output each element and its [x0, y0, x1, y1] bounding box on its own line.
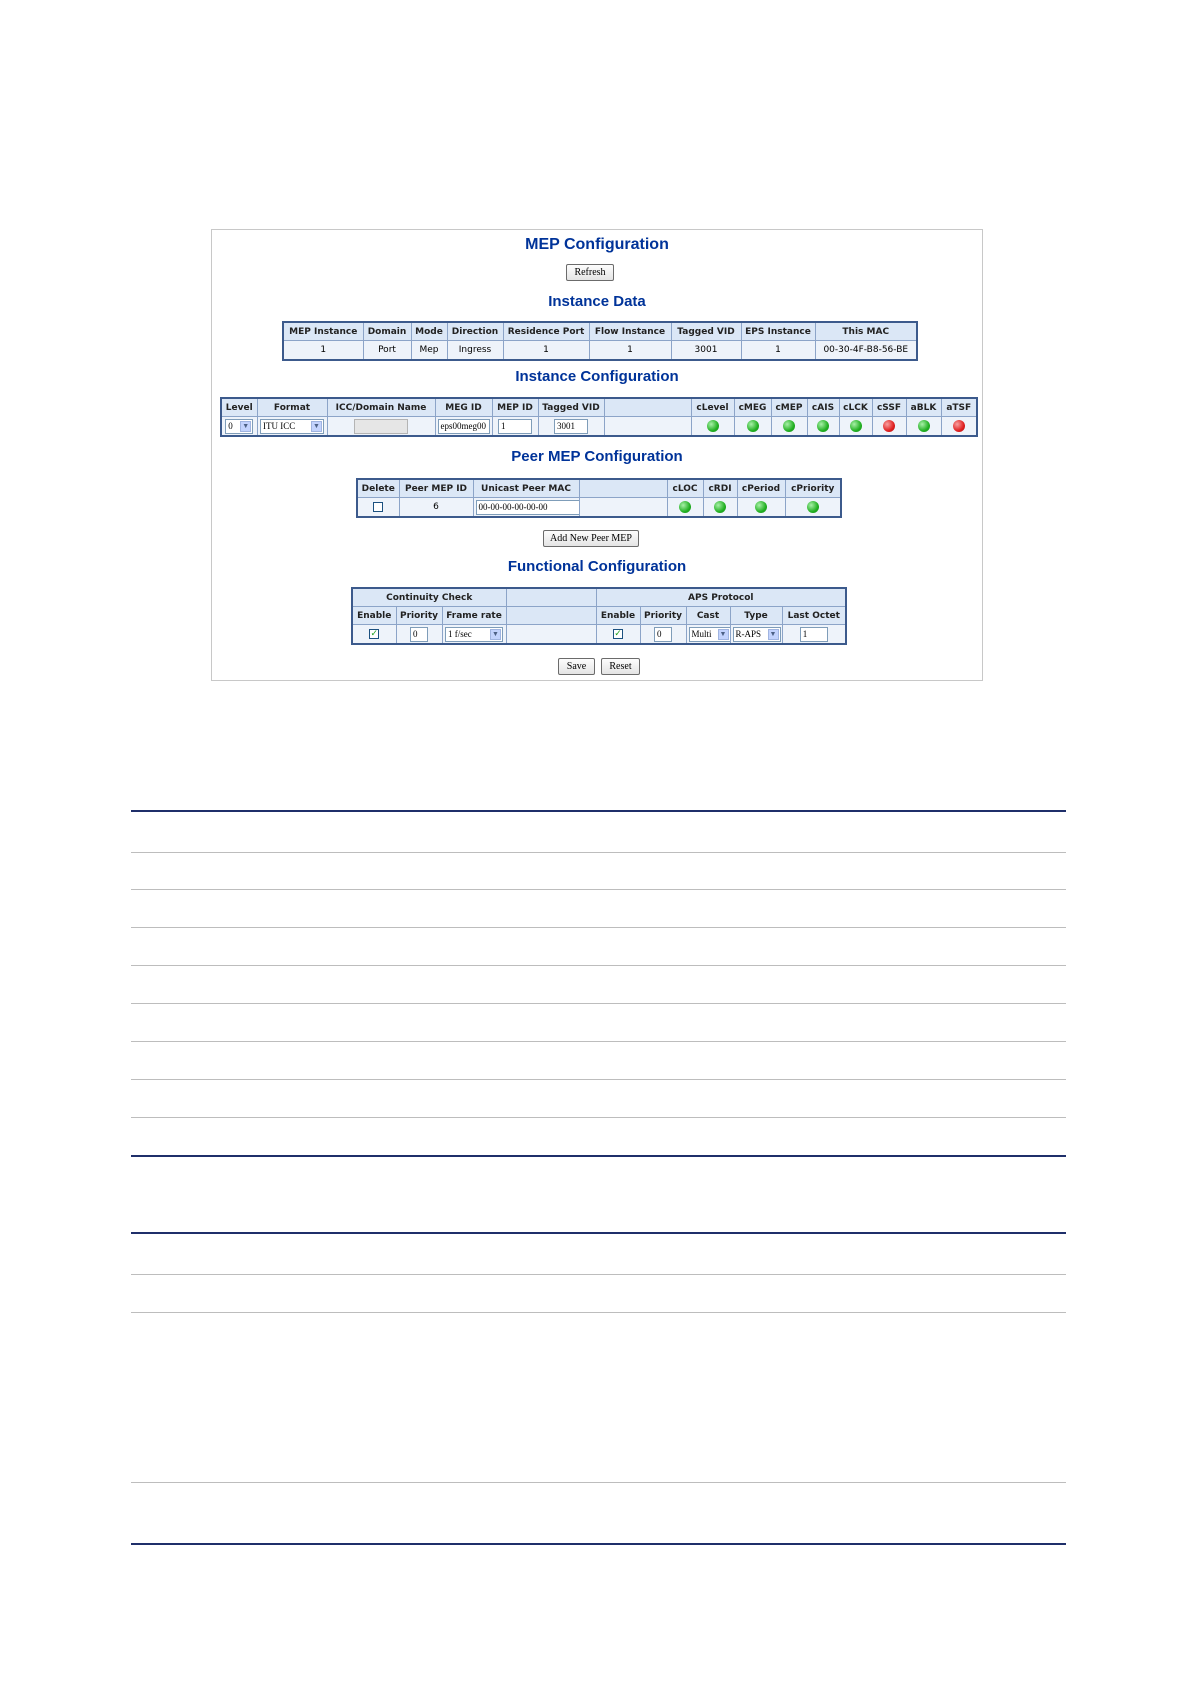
header-tagged-vid: Tagged VID: [671, 322, 741, 341]
header-residence-port: Residence Port: [503, 322, 589, 341]
mep-id-cell: [492, 417, 538, 437]
aps-enable-cell: [596, 625, 640, 645]
cmep-cell: [771, 417, 807, 437]
icc-domain-cell: [327, 417, 435, 437]
status-indicator-icon: [755, 501, 767, 513]
frame-rate-select[interactable]: [445, 627, 503, 642]
header-blank: [506, 607, 596, 625]
header-cmep: cMEP: [771, 398, 807, 417]
status-indicator-icon: [918, 420, 930, 432]
mep-configuration-title: MEP Configuration: [525, 236, 669, 253]
delete-cell: [357, 498, 399, 518]
type-cell: [730, 625, 782, 645]
add-new-peer-mep-button[interactable]: Add New Peer MEP: [543, 530, 639, 547]
chevron-down-icon: ▼: [718, 629, 729, 640]
header-cc-priority: Priority: [396, 607, 442, 625]
cmeg-cell: [734, 417, 771, 437]
cc-enable-cell: [352, 625, 396, 645]
table-row-divider: [131, 1079, 1066, 1080]
chevron-down-icon: ▼: [490, 629, 501, 640]
header-last-octet: Last Octet: [782, 607, 846, 625]
table-row-divider: [131, 852, 1066, 853]
header-aps-enable: Enable: [596, 607, 640, 625]
cssf-cell: [872, 417, 906, 437]
table-row-divider: [131, 1482, 1066, 1483]
table-row-divider: [131, 1274, 1066, 1275]
header-meg-id: MEG ID: [435, 398, 492, 417]
frame-rate-cell: [442, 625, 506, 645]
cais-cell: [807, 417, 839, 437]
header-flow-instance: Flow Instance: [589, 322, 671, 341]
header-atsf: aTSF: [941, 398, 977, 417]
cast-cell: [686, 625, 730, 645]
reset-button[interactable]: Reset: [601, 658, 640, 675]
header-clck: cLCK: [839, 398, 872, 417]
header-aps-protocol: APS Protocol: [596, 588, 846, 607]
peer-mep-configuration-title: Peer MEP Configuration: [511, 448, 683, 465]
header-cais: cAIS: [807, 398, 839, 417]
header-blank: [604, 398, 691, 417]
table-row-divider: [131, 1041, 1066, 1042]
instance-configuration-title: Instance Configuration: [515, 368, 679, 385]
table-row-divider: [131, 889, 1066, 890]
header-type: Type: [730, 607, 782, 625]
chevron-down-icon: ▼: [768, 629, 779, 640]
header-continuity-check: Continuity Check: [352, 588, 506, 607]
header-level: Level: [221, 398, 257, 417]
mep-id-input[interactable]: 1: [498, 419, 532, 434]
header-icc-domain-name: ICC/Domain Name: [327, 398, 435, 417]
status-indicator-icon: [747, 420, 759, 432]
tagged-vid-input[interactable]: 3001: [554, 419, 588, 434]
header-peer-mep-id: Peer MEP ID: [399, 479, 473, 498]
header-clevel: cLevel: [691, 398, 734, 417]
header-frame-rate: Frame rate: [442, 607, 506, 625]
header-ablk: aBLK: [906, 398, 941, 417]
tagged-vid-cell: [538, 417, 604, 437]
chevron-down-icon: ▼: [311, 421, 322, 432]
status-indicator-icon: [883, 420, 895, 432]
header-aps-priority: Priority: [640, 607, 686, 625]
header-cloc: cLOC: [667, 479, 703, 498]
table-top-rule: [131, 810, 1066, 812]
type-value: R-APS: [735, 628, 762, 639]
header-eps-instance: EPS Instance: [741, 322, 815, 341]
header-direction: Direction: [447, 322, 503, 341]
ablk-cell: [906, 417, 941, 437]
header-crdi: cRDI: [703, 479, 737, 498]
header-cc-enable: Enable: [352, 607, 396, 625]
table-bottom-rule: [131, 1543, 1066, 1545]
blank-cell: [506, 625, 596, 645]
aps-priority-cell: [640, 625, 686, 645]
status-indicator-icon: [707, 420, 719, 432]
status-indicator-icon: [679, 501, 691, 513]
table-row-divider: [131, 1312, 1066, 1313]
type-select[interactable]: [733, 627, 781, 642]
cell-eps-instance: 1: [741, 341, 815, 361]
header-cssf: cSSF: [872, 398, 906, 417]
header-cmeg: cMEG: [734, 398, 771, 417]
cell-domain: Port: [363, 341, 411, 361]
aps-priority-input[interactable]: 0: [654, 627, 672, 642]
cell-mode: Mep: [411, 341, 447, 361]
delete-checkbox[interactable]: [373, 502, 383, 512]
header-delete: Delete: [357, 479, 399, 498]
cc-priority-input[interactable]: 0: [410, 627, 428, 642]
last-octet-cell: [782, 625, 846, 645]
instance-configuration-table: [220, 397, 978, 437]
instance-data-table: [282, 321, 918, 361]
table-row: [283, 341, 917, 361]
status-indicator-icon: [850, 420, 862, 432]
peer-mep-id-cell: 6: [399, 498, 473, 518]
level-select[interactable]: [225, 419, 253, 434]
atsf-cell: [941, 417, 977, 437]
cell-direction: Ingress: [447, 341, 503, 361]
status-indicator-icon: [714, 501, 726, 513]
aps-enable-checkbox[interactable]: ✓: [614, 628, 622, 639]
status-indicator-icon: [817, 420, 829, 432]
cloc-cell: [667, 498, 703, 518]
refresh-button[interactable]: Refresh: [566, 264, 614, 281]
blank-cell: [604, 417, 691, 437]
format-select[interactable]: [260, 419, 324, 434]
status-indicator-icon: [953, 420, 965, 432]
last-octet-input[interactable]: 1: [800, 627, 828, 642]
header-cpriority: cPriority: [785, 479, 841, 498]
status-indicator-icon: [807, 501, 819, 513]
format-cell: [257, 417, 327, 437]
table-row-divider: [131, 1117, 1066, 1118]
header-mode: Mode: [411, 322, 447, 341]
table-top-rule: [131, 1232, 1066, 1234]
unicast-mac-input[interactable]: 00-00-00-00-00-00: [476, 500, 580, 515]
cc-priority-cell: [396, 625, 442, 645]
cell-this-mac: 00-30-4F-B8-56-BE: [815, 341, 917, 361]
mep-configuration-panel: [211, 229, 983, 681]
frame-rate-value: 1 f/sec: [448, 628, 472, 639]
table-row-divider: [131, 1003, 1066, 1004]
table-row: [357, 498, 841, 518]
icc-domain-input[interactable]: [354, 419, 408, 434]
level-value: 0: [228, 420, 233, 431]
table-row-divider: [131, 927, 1066, 928]
header-cperiod: cPeriod: [737, 479, 785, 498]
cell-tagged-vid: 3001: [671, 341, 741, 361]
crdi-cell: [703, 498, 737, 518]
header-blank: [506, 588, 596, 607]
format-value: ITU ICC: [263, 420, 296, 431]
clevel-cell: [691, 417, 734, 437]
blank-cell: [579, 498, 667, 518]
meg-id-cell: [435, 417, 492, 437]
header-this-mac: This MAC: [815, 322, 917, 341]
table-row-divider: [131, 965, 1066, 966]
header-format: Format: [257, 398, 327, 417]
meg-id-input[interactable]: eps00meg00: [438, 419, 490, 434]
cc-enable-checkbox[interactable]: ✓: [370, 628, 379, 639]
functional-configuration-title: Functional Configuration: [507, 558, 687, 575]
header-mep-id: MEP ID: [492, 398, 538, 417]
cast-select[interactable]: [689, 627, 731, 642]
unicast-mac-cell: [473, 498, 579, 518]
table-row: [352, 625, 846, 645]
header-blank: [579, 479, 667, 498]
cpriority-cell: [785, 498, 841, 518]
cell-mep-instance: 1: [283, 341, 363, 361]
instance-data-title: Instance Data: [548, 293, 646, 310]
peer-mep-table: [356, 478, 842, 518]
functional-configuration-table: [351, 587, 847, 645]
clck-cell: [839, 417, 872, 437]
cell-residence-port: 1: [503, 341, 589, 361]
header-cast: Cast: [686, 607, 730, 625]
cperiod-cell: [737, 498, 785, 518]
header-domain: Domain: [363, 322, 411, 341]
chevron-down-icon: ▼: [240, 421, 251, 432]
header-mep-instance: MEP Instance: [283, 322, 363, 341]
cell-flow-instance: 1: [589, 341, 671, 361]
table-bottom-rule: [131, 1155, 1066, 1157]
level-cell: [221, 417, 257, 437]
save-button[interactable]: Save: [558, 658, 595, 675]
cast-value: Multi: [691, 628, 712, 639]
table-row: [221, 417, 977, 437]
status-indicator-icon: [783, 420, 795, 432]
header-tagged-vid: Tagged VID: [538, 398, 604, 417]
header-unicast-peer-mac: Unicast Peer MAC: [473, 479, 579, 498]
